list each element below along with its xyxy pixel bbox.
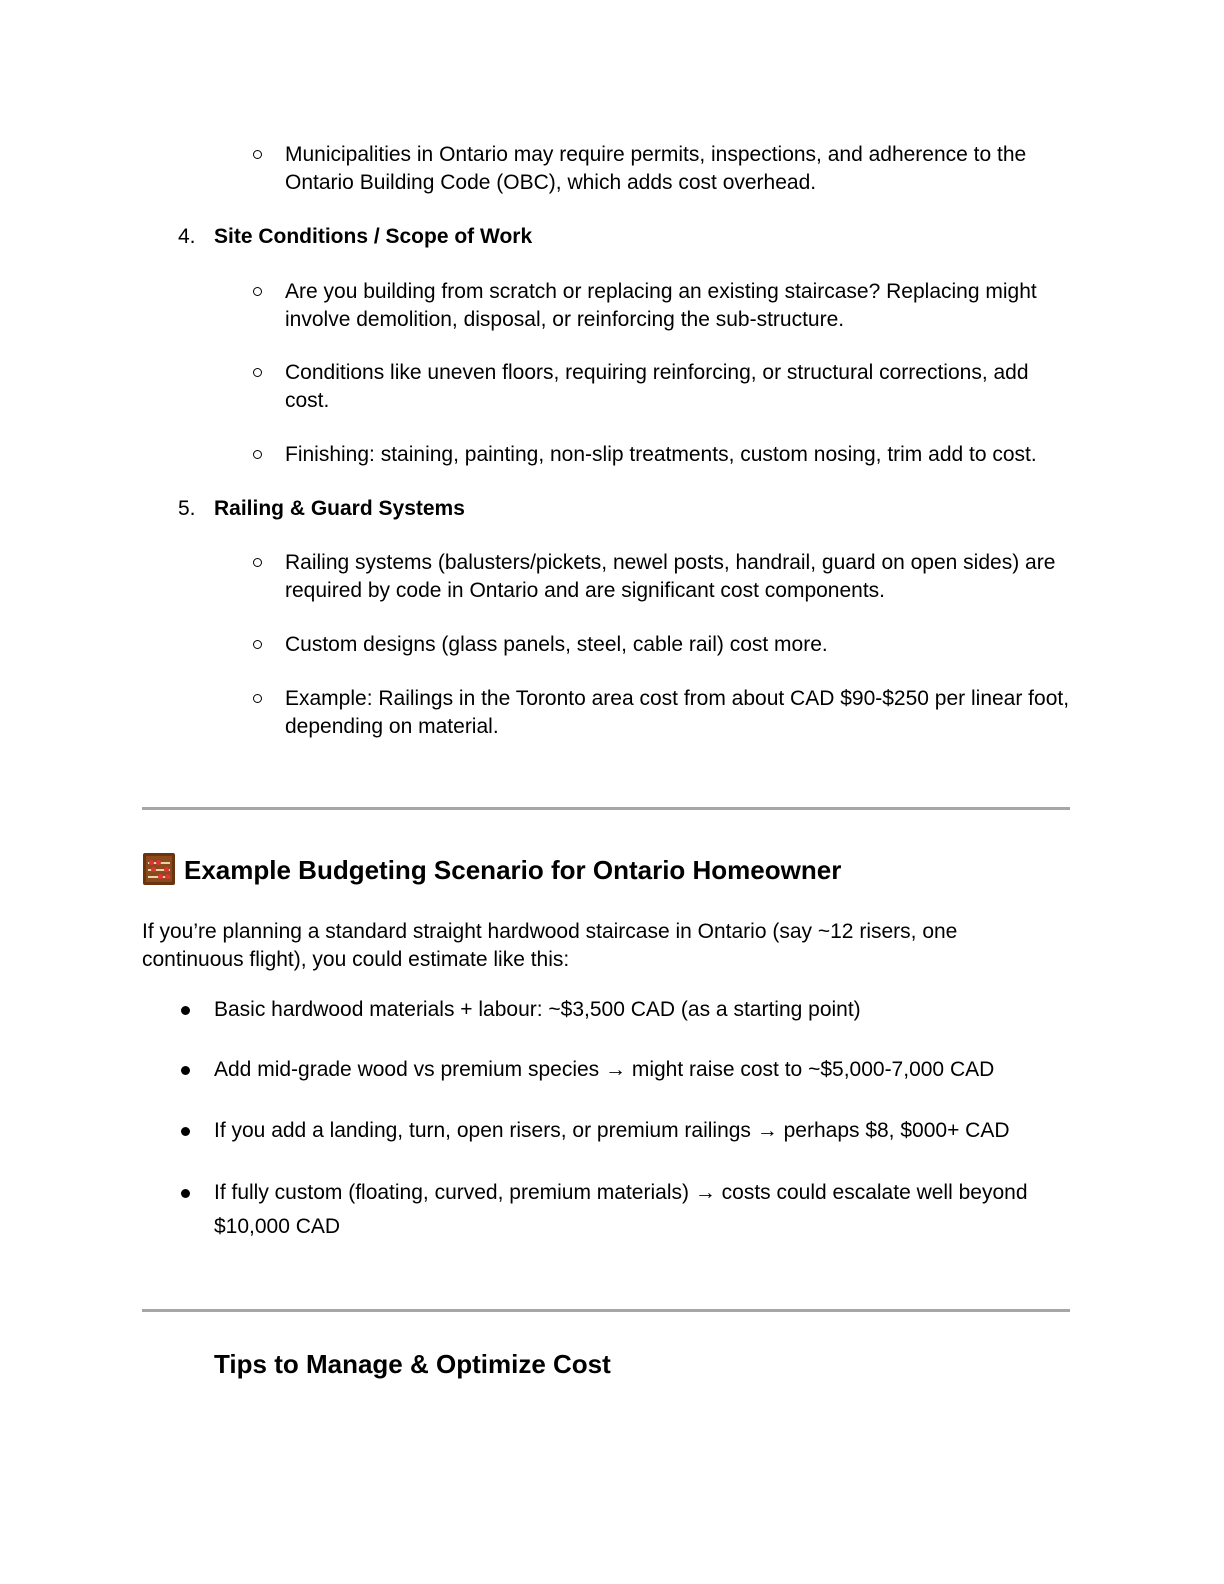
sub-bullet-marker: [250, 631, 264, 659]
bullet-marker: [178, 1056, 192, 1084]
list-item: Municipalities in Ontario may require permits, inspections, and adherence to the Ontario Building Code (OBC), which adds cost overhead.: [285, 143, 1027, 194]
horizontal-divider: [142, 1309, 1070, 1312]
list-item: If fully custom (floating, curved, premium materials) → costs could escalate well beyond $10,000 CAD: [214, 1181, 1028, 1238]
list-item: Are you building from scratch or replacing an existing staircase? Replacing might involve demolition, disposal, or reinforcing the sub-structure.: [285, 280, 1037, 331]
list-item: Add mid-grade wood vs premium species → might raise cost to ~$5,000-7,000 CAD: [214, 1058, 995, 1081]
abacus-icon: [143, 853, 175, 885]
sub-bullet-marker: [250, 141, 264, 169]
section-heading: Tips to Manage & Optimize Cost: [214, 1349, 611, 1379]
sub-bullet-marker: [250, 441, 264, 469]
list-item: Conditions like uneven floors, requiring reinforcing, or structural corrections, add cost.: [285, 361, 1029, 412]
list-item-title: Site Conditions / Scope of Work: [214, 225, 533, 248]
bullet-marker: [178, 1179, 192, 1207]
list-item: Custom designs (glass panels, steel, cable rail) cost more.: [285, 633, 828, 656]
section-heading: Example Budgeting Scenario for Ontario Homeowner: [184, 855, 842, 885]
list-item: Finishing: staining, painting, non-slip treatments, custom nosing, trim add to cost.: [285, 443, 1037, 466]
list-item: Example: Railings in the Toronto area cost from about CAD $90-$250 per linear foot, depending on material.: [285, 687, 1070, 738]
bullet-marker: [178, 996, 192, 1024]
list-number: 5.: [178, 497, 196, 520]
sub-bullet-marker: [250, 549, 264, 577]
list-item-title: Railing & Guard Systems: [214, 497, 465, 520]
list-item: If you add a landing, turn, open risers, or premium railings → perhaps $8, $000+ CAD: [214, 1119, 1010, 1142]
sub-bullet-marker: [250, 278, 264, 306]
sub-bullet-marker: [250, 359, 264, 387]
list-number: 4.: [178, 225, 196, 248]
sub-bullet-marker: [250, 685, 264, 713]
bullet-marker: [178, 1117, 192, 1145]
horizontal-divider: [142, 807, 1070, 810]
list-item: Railing systems (balusters/pickets, newel posts, handrail, guard on open sides) are required by code in Ontario and are significant cost components.: [285, 551, 1056, 602]
section-intro: If you’re planning a standard straight hardwood staircase in Ontario (say ~12 risers, one continuous flight), you could estimate like this:: [142, 920, 958, 971]
list-item: Basic hardwood materials + labour: ~$3,500 CAD (as a starting point): [214, 998, 861, 1021]
